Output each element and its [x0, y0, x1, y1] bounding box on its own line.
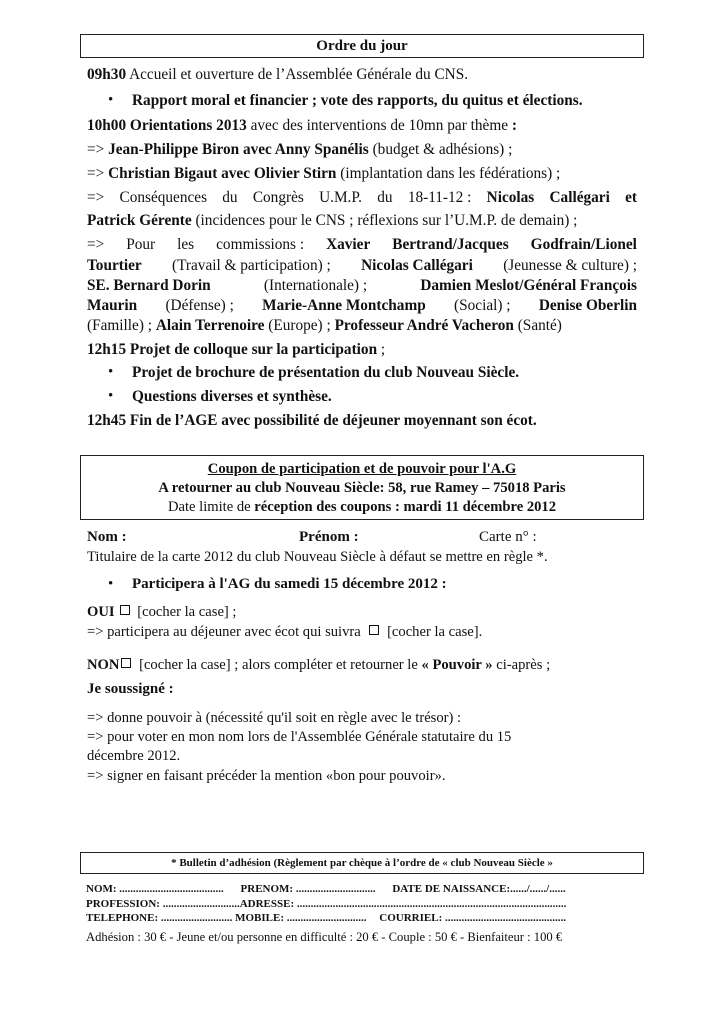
bulletin-adhesion: Adhésion : 30 € - Jeune et/ou personne en difficulté : 20 € - Couple : 50 € - Bienfaiteur : 100 €	[86, 930, 563, 944]
non-text: [cocher la case] ; alors compléter et retourner le	[139, 657, 422, 673]
w: Callégari	[549, 189, 610, 206]
field-bulletin-telephone[interactable]: TELEPHONE: .......................... MOBILE: .............................	[86, 912, 367, 924]
w: Nicolas	[486, 189, 535, 206]
w: les	[177, 236, 195, 253]
bulletin-row-2[interactable]: PROFESSION: ............................ADRESSE: ..................................................................................................	[86, 898, 567, 910]
text: (Santé)	[513, 317, 562, 334]
agenda-line-1215	[87, 341, 385, 359]
time-0930: 09h30	[87, 66, 127, 83]
text: (Famille) ;	[87, 317, 156, 334]
bullet-4-icon: •	[108, 576, 114, 592]
pouvoir-line-1: => donne pouvoir à (nécessité qu'il soit en règle avec le trésor) :	[87, 710, 462, 726]
w: Denise Oberlin	[538, 297, 637, 314]
row-dejeuner	[87, 624, 482, 641]
oui-checkbox[interactable]	[120, 605, 130, 615]
bulletin-header-box	[80, 852, 644, 874]
names: Christian Bigaut avec Olivier Stirn	[108, 165, 337, 182]
bulletin-title: * Bulletin d’adhésion (Règlement par chèque à l’ordre de « club Nouveau Siècle »	[171, 857, 553, 869]
non-text-end: ci-après ;	[492, 657, 551, 673]
w: du	[222, 189, 238, 206]
agenda-bullet-brochure: Projet de brochure de présentation du club Nouveau Siècle.	[132, 364, 520, 381]
bullet-3-icon: •	[108, 388, 114, 404]
row-non	[87, 657, 550, 674]
agenda-line-congres	[87, 189, 637, 207]
agenda-line-1245: 12h45 Fin de l’AGE avec possibilité de déjeuner moyennant son écot.	[87, 412, 537, 429]
agenda-line-gerente	[87, 212, 577, 230]
field-carte[interactable]: Carte n° :	[479, 529, 537, 545]
w: Damien Meslot/Général François	[420, 277, 637, 294]
w: =>	[87, 236, 105, 253]
field-prenom[interactable]: Prénom :	[299, 529, 359, 545]
w: Xavier	[326, 236, 371, 253]
agenda-line-famille	[87, 317, 562, 335]
agenda-line-tourtier	[87, 257, 637, 275]
field-bulletin-prenom[interactable]: PRENOM: .............................	[240, 883, 376, 895]
bullet-2-icon: •	[108, 364, 114, 380]
dejeuner-checkbox[interactable]	[369, 625, 379, 635]
coupon-deadline	[81, 498, 643, 517]
agenda-line-biron	[87, 141, 512, 159]
w: Tourtier	[87, 257, 142, 274]
agenda-title-box	[80, 34, 644, 58]
field-bulletin-naissance[interactable]: DATE DE NAISSANCE:....../....../......	[392, 883, 566, 895]
w: Godfrain/Lionel	[530, 236, 637, 253]
field-bulletin-nom[interactable]: NOM: ......................................	[86, 883, 224, 895]
agenda-line-commissions	[87, 236, 637, 254]
w: commissions :	[216, 236, 305, 253]
text: Accueil et ouverture de l’Assemblée Générale du CNS.	[126, 66, 469, 83]
agenda-line-0930	[87, 66, 468, 84]
w: et	[625, 189, 637, 206]
deadline-date: réception des coupons : mardi 11 décembre 2012	[254, 499, 557, 515]
bullet-1-icon: •	[108, 92, 114, 108]
w: (Social) ;	[454, 297, 511, 314]
arrow: =>	[87, 141, 109, 158]
text: avec des interventions de 10mn par thème	[246, 117, 512, 134]
agenda-line-dorin	[87, 277, 637, 295]
w: (Internationale) ;	[263, 277, 368, 294]
non-checkbox[interactable]	[121, 658, 131, 668]
w: SE. Bernard Dorin	[87, 277, 211, 294]
name: Alain Terrenoire	[155, 317, 265, 334]
agenda-bullet-questions: Questions diverses et synthèse.	[132, 388, 332, 405]
text: ;	[377, 341, 386, 358]
deadline-label: Date limite de	[167, 499, 255, 515]
pouvoir-line-2: => pour voter en mon nom lors de l'Assemblée Générale statutaire du 15	[87, 729, 512, 745]
text: (implantation dans les fédérations) ;	[336, 165, 561, 182]
names: Jean-Philippe Biron avec Anny Spanélis	[108, 141, 369, 158]
agenda-line-maurin	[87, 297, 637, 315]
heading: 10h00 Orientations 2013	[87, 117, 247, 134]
pouvoir-line-4: => signer en faisant précéder la mention «bon pour pouvoir».	[87, 768, 446, 784]
text: (Europe) ;	[264, 317, 335, 334]
w: Bertrand/Jacques	[392, 236, 509, 253]
w: Nicolas Callégari	[361, 257, 473, 274]
row-oui	[87, 604, 236, 621]
text: (incidences pour le CNS ; réflexions sur l’U.M.P. de demain) ;	[191, 212, 578, 229]
agenda-line-1000	[87, 117, 517, 135]
pouvoir-line-3: décembre 2012.	[87, 748, 181, 764]
dejeuner-label: => participera au déjeuner avec écot qui suivra	[87, 624, 361, 640]
coupon-header-box	[80, 455, 644, 520]
w: Marie-Anne Montchamp	[262, 297, 426, 314]
w: Congrès	[252, 189, 304, 206]
field-nom[interactable]: Nom :	[87, 529, 127, 545]
bulletin-row-1	[86, 883, 566, 895]
coupon-participera: Participera à l'AG du samedi 15 décembre 2012 :	[132, 576, 447, 592]
agenda-line-bigaut	[87, 165, 560, 183]
w: (Travail & participation) ;	[172, 257, 331, 274]
w: (Jeunesse & culture) ;	[503, 257, 637, 274]
w: Pour	[126, 236, 156, 253]
field-bulletin-courriel[interactable]: COURRIEL: ............................................	[379, 912, 566, 924]
coupon-title: Coupon de participation et de pouvoir pour l'A.G	[207, 461, 517, 477]
non-label: NON	[87, 657, 120, 673]
colon: :	[511, 117, 517, 134]
pouvoir-word: « Pouvoir »	[421, 657, 493, 673]
text: (budget & adhésions) ;	[368, 141, 513, 158]
w: 18-11-12 :	[407, 189, 472, 206]
oui-hint: [cocher la case] ;	[137, 604, 237, 620]
w: Conséquences	[119, 189, 208, 206]
heading: 12h15 Projet de colloque sur la participation	[87, 341, 378, 358]
w: =>	[87, 189, 105, 206]
oui-label: OUI	[87, 604, 115, 620]
coupon-address: A retourner au club Nouveau Siècle: 58, rue Ramey – 75018 Paris	[158, 480, 566, 496]
coupon-titulaire: Titulaire de la carte 2012 du club Nouveau Siècle à défaut se mettre en règle *.	[87, 549, 548, 565]
w: U.M.P.	[319, 189, 363, 206]
arrow: =>	[87, 165, 109, 182]
agenda-bullet-rapport: Rapport moral et financier ; vote des rapports, du quitus et élections.	[132, 92, 583, 109]
w: du	[377, 189, 393, 206]
bulletin-row-3	[86, 912, 566, 924]
name: Professeur André Vacheron	[334, 317, 514, 334]
coupon-soussigne: Je soussigné :	[87, 681, 174, 697]
w: Maurin	[87, 297, 138, 314]
w: (Défense) ;	[165, 297, 234, 314]
names: Patrick Gérente	[87, 212, 192, 229]
agenda-title: Ordre du jour	[316, 38, 408, 54]
dejeuner-hint: [cocher la case].	[387, 624, 483, 640]
